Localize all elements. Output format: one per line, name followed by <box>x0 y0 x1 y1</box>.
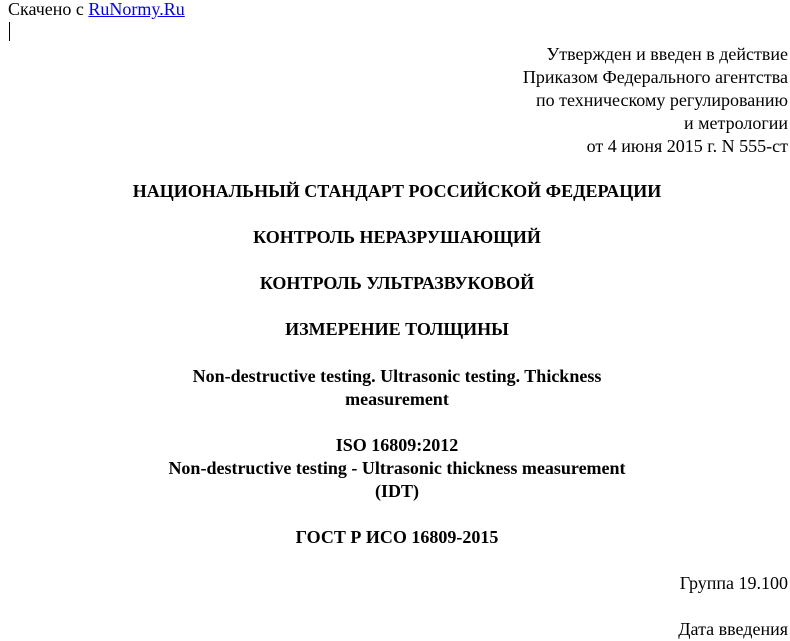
gost-designation: ГОСТ Р ИСО 16809-2015 <box>295 527 499 547</box>
iso-number: ISO 16809:2012 <box>335 435 459 455</box>
download-source-line <box>8 0 185 21</box>
intro-date-label: Дата введения <box>678 619 788 639</box>
approval-line-1: Утвержден и введен в действие <box>546 44 788 64</box>
group-code: Группа 19.100 <box>679 573 788 593</box>
runormy-link[interactable]: RuNormy.Ru <box>88 0 185 19</box>
english-title-line-2: measurement <box>345 389 449 409</box>
approval-block <box>523 43 788 158</box>
download-source-prefix: Скачено с <box>8 0 89 19</box>
title-line-3: ИЗМЕРЕНИЕ ТОЛЩИНЫ <box>285 319 509 339</box>
english-title-line-1: Non-destructive testing. Ultrasonic testing. Thickness <box>192 366 602 386</box>
text-cursor <box>9 22 10 41</box>
title-line-1: КОНТРОЛЬ НЕРАЗРУШАЮЩИЙ <box>253 227 541 247</box>
approval-line-5: от 4 июня 2015 г. N 555-ст <box>586 136 788 156</box>
approval-line-4: и метрологии <box>684 113 788 133</box>
approval-line-3: по техническому регулированию <box>535 90 788 110</box>
national-standard-heading: НАЦИОНАЛЬНЫЙ СТАНДАРТ РОССИЙСКОЙ ФЕДЕРАЦИИ <box>132 181 662 201</box>
iso-idt: (IDT) <box>375 481 419 501</box>
title-line-2: КОНТРОЛЬ УЛЬТРАЗВУКОВОЙ <box>259 273 535 293</box>
iso-title: Non-destructive testing - Ultrasonic thickness measurement <box>168 458 626 478</box>
approval-line-2: Приказом Федерального агентства <box>522 67 788 87</box>
